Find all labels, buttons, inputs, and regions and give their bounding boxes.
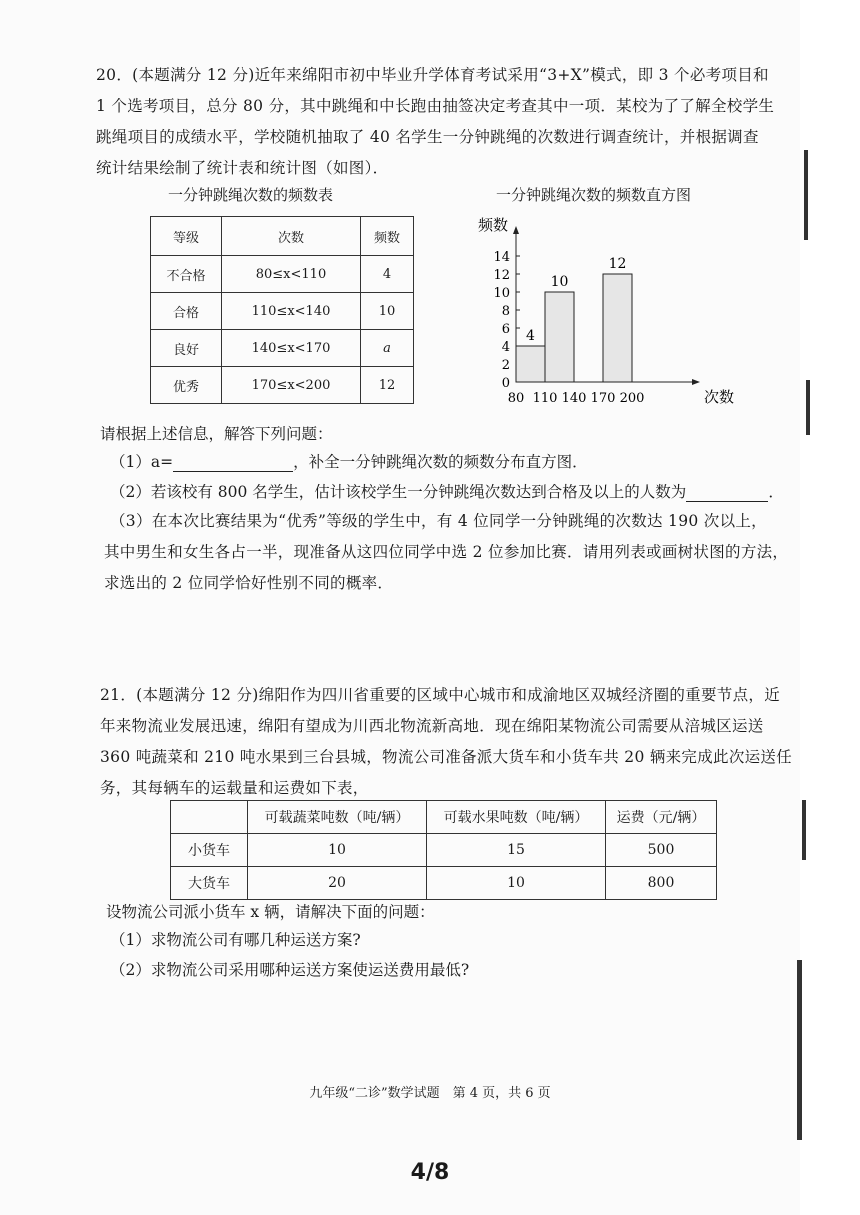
bar-value-label: 10 bbox=[550, 274, 569, 290]
range-cell: 110≤x<140 bbox=[222, 293, 361, 330]
veg-cell: 20 bbox=[248, 867, 427, 900]
q20-sub1 bbox=[110, 450, 588, 472]
text-line: 统计结果绘制了统计表和统计图（如图）． bbox=[96, 159, 389, 177]
truck-type-cell: 大货车 bbox=[171, 867, 248, 900]
x-tick-label: 110 bbox=[532, 391, 558, 406]
y-tick-label: 2 bbox=[501, 358, 510, 373]
count-cell: a bbox=[361, 330, 414, 367]
range-cell: 80≤x<110 bbox=[222, 256, 361, 293]
count-cell: 10 bbox=[361, 293, 414, 330]
truck-table bbox=[170, 800, 717, 900]
fee-cell: 800 bbox=[606, 867, 717, 900]
header-cell bbox=[171, 801, 248, 834]
range-cell: 170≤x<200 bbox=[222, 367, 361, 404]
q21-sub2: （2）求物流公司采用哪种运送方案使运送费用最低? bbox=[110, 961, 470, 979]
text-line: 其中男生和女生各占一半，现准备从这四位同学中选 2 位参加比赛．请用列表或画树状图的方法， bbox=[104, 543, 789, 561]
q20-sub3 bbox=[104, 506, 794, 599]
x-tick-label: 140 bbox=[561, 391, 587, 406]
fee-cell: 500 bbox=[606, 834, 717, 867]
sub2-text: （2）若该校有 800 名学生，估计该校学生一分钟跳绳次数达到合格及以上的人数为 bbox=[110, 483, 687, 501]
y-axis-arrow bbox=[513, 226, 519, 234]
y-tick-label: 10 bbox=[493, 286, 510, 301]
scan-mark bbox=[806, 380, 810, 435]
text-line: （3）在本次比赛结果为“优秀”等级的学生中，有 4 位同学一分钟跳绳的次数达 190 次以上， bbox=[110, 512, 767, 530]
q20-intro: 请根据上述信息，解答下列问题： bbox=[100, 425, 333, 443]
grade-cell: 不合格 bbox=[151, 256, 222, 293]
x-tick-label: 80 bbox=[507, 391, 525, 406]
range-cell: 140≤x<170 bbox=[222, 330, 361, 367]
table-row bbox=[151, 256, 414, 293]
grade-cell: 优秀 bbox=[151, 367, 222, 404]
y-tick-label: 12 bbox=[493, 268, 510, 283]
x-tick-label: 170 bbox=[590, 391, 616, 406]
frequency-histogram bbox=[470, 212, 735, 412]
fruit-cell: 15 bbox=[427, 834, 606, 867]
sub1-label: （1）a= bbox=[110, 453, 174, 471]
text-line: 20．(本题满分 12 分)近年来绵阳市初中毕业升学体育考试采用“3+X”模式，即 3 个必考项目和 bbox=[96, 66, 769, 84]
frequency-table bbox=[150, 216, 414, 404]
text-line: 年来物流业发展迅速，绵阳有望成为川西北物流新高地．现在绵阳某物流公司需要从涪城区运送 bbox=[100, 717, 764, 735]
count-cell: 4 bbox=[361, 256, 414, 293]
grade-cell: 合格 bbox=[151, 293, 222, 330]
text-line: 360 吨蔬菜和 210 吨水果到三台县城，物流公司准备派大货车和小货车共 20 辆来完成此次运送任 bbox=[100, 748, 793, 766]
veg-cell: 10 bbox=[248, 834, 427, 867]
header-cell: 运费（元/辆） bbox=[606, 801, 717, 834]
header-cell: 次数 bbox=[222, 217, 361, 256]
x-tick-label: 200 bbox=[619, 391, 645, 406]
sub2-end: ． bbox=[768, 483, 784, 501]
truck-type-cell: 小货车 bbox=[171, 834, 248, 867]
text-line: 求选出的 2 位同学恰好性别不同的概率． bbox=[104, 574, 394, 592]
histogram-bar bbox=[603, 274, 632, 382]
x-axis-label: 次数 bbox=[704, 388, 735, 406]
text-line: 务，其每辆车的运载量和运费如下表， bbox=[100, 779, 369, 797]
y-tick-label: 6 bbox=[501, 322, 510, 337]
text-line: 1 个选考项目，总分 80 分，其中跳绳和中长跑由抽签决定考查其中一项．某校为了了解全校学生 bbox=[96, 97, 775, 115]
table-row bbox=[151, 367, 414, 404]
table-row bbox=[151, 293, 414, 330]
scan-mark bbox=[797, 960, 802, 1140]
page-footer: 九年级“二诊”数学试题 第 4 页，共 6 页 bbox=[309, 1086, 551, 1101]
grade-cell: 良好 bbox=[151, 330, 222, 367]
question-20-stem bbox=[96, 60, 786, 184]
histogram-bar bbox=[516, 346, 545, 382]
text-line: 21．(本题满分 12 分)绵阳作为四川省重要的区域中心城市和成渝地区双城经济圈的重要节点，近 bbox=[100, 686, 780, 704]
y-tick-label: 8 bbox=[501, 304, 510, 319]
table-title: 一分钟跳绳次数的频数表 bbox=[168, 186, 334, 204]
fruit-cell: 10 bbox=[427, 867, 606, 900]
table-row bbox=[171, 834, 717, 867]
scan-mark bbox=[802, 800, 806, 860]
table-row bbox=[151, 330, 414, 367]
count-cell: 12 bbox=[361, 367, 414, 404]
scan-border bbox=[800, 0, 860, 1215]
table-row bbox=[171, 867, 717, 900]
text-line: 跳绳项目的成绩水平，学校随机抽取了 40 名学生一分钟跳绳的次数进行调查统计，并根据调查 bbox=[96, 128, 759, 146]
header-cell: 频数 bbox=[361, 217, 414, 256]
y-axis-label: 频数 bbox=[478, 216, 509, 234]
sub1-text: ，补全一分钟跳绳次数的频数分布直方图． bbox=[293, 453, 588, 471]
scan-mark bbox=[804, 150, 808, 240]
answer-blank[interactable] bbox=[686, 483, 768, 502]
table-header-row bbox=[151, 217, 414, 256]
bar-value-label: 12 bbox=[608, 256, 627, 272]
header-cell: 可载蔬菜吨数（吨/辆） bbox=[248, 801, 427, 834]
y-tick-label: 14 bbox=[493, 250, 510, 265]
histogram-bar bbox=[545, 292, 574, 382]
page-number: 4/8 bbox=[410, 1160, 450, 1185]
bar-value-label: 4 bbox=[526, 328, 535, 344]
q21-intro: 设物流公司派小货车 x 辆，请解决下面的问题： bbox=[106, 903, 435, 921]
chart-title: 一分钟跳绳次数的频数直方图 bbox=[496, 186, 692, 204]
x-axis-arrow bbox=[692, 379, 700, 385]
answer-blank[interactable] bbox=[173, 453, 293, 472]
y-tick-label: 4 bbox=[501, 340, 510, 355]
q21-sub1: （1）求物流公司有哪几种运送方案? bbox=[110, 931, 361, 949]
question-21-stem bbox=[100, 680, 793, 804]
header-cell: 可载水果吨数（吨/辆） bbox=[427, 801, 606, 834]
table-header-row bbox=[171, 801, 717, 834]
q20-sub2 bbox=[110, 480, 784, 502]
header-cell: 等级 bbox=[151, 217, 222, 256]
y-tick-label: 0 bbox=[501, 376, 510, 391]
